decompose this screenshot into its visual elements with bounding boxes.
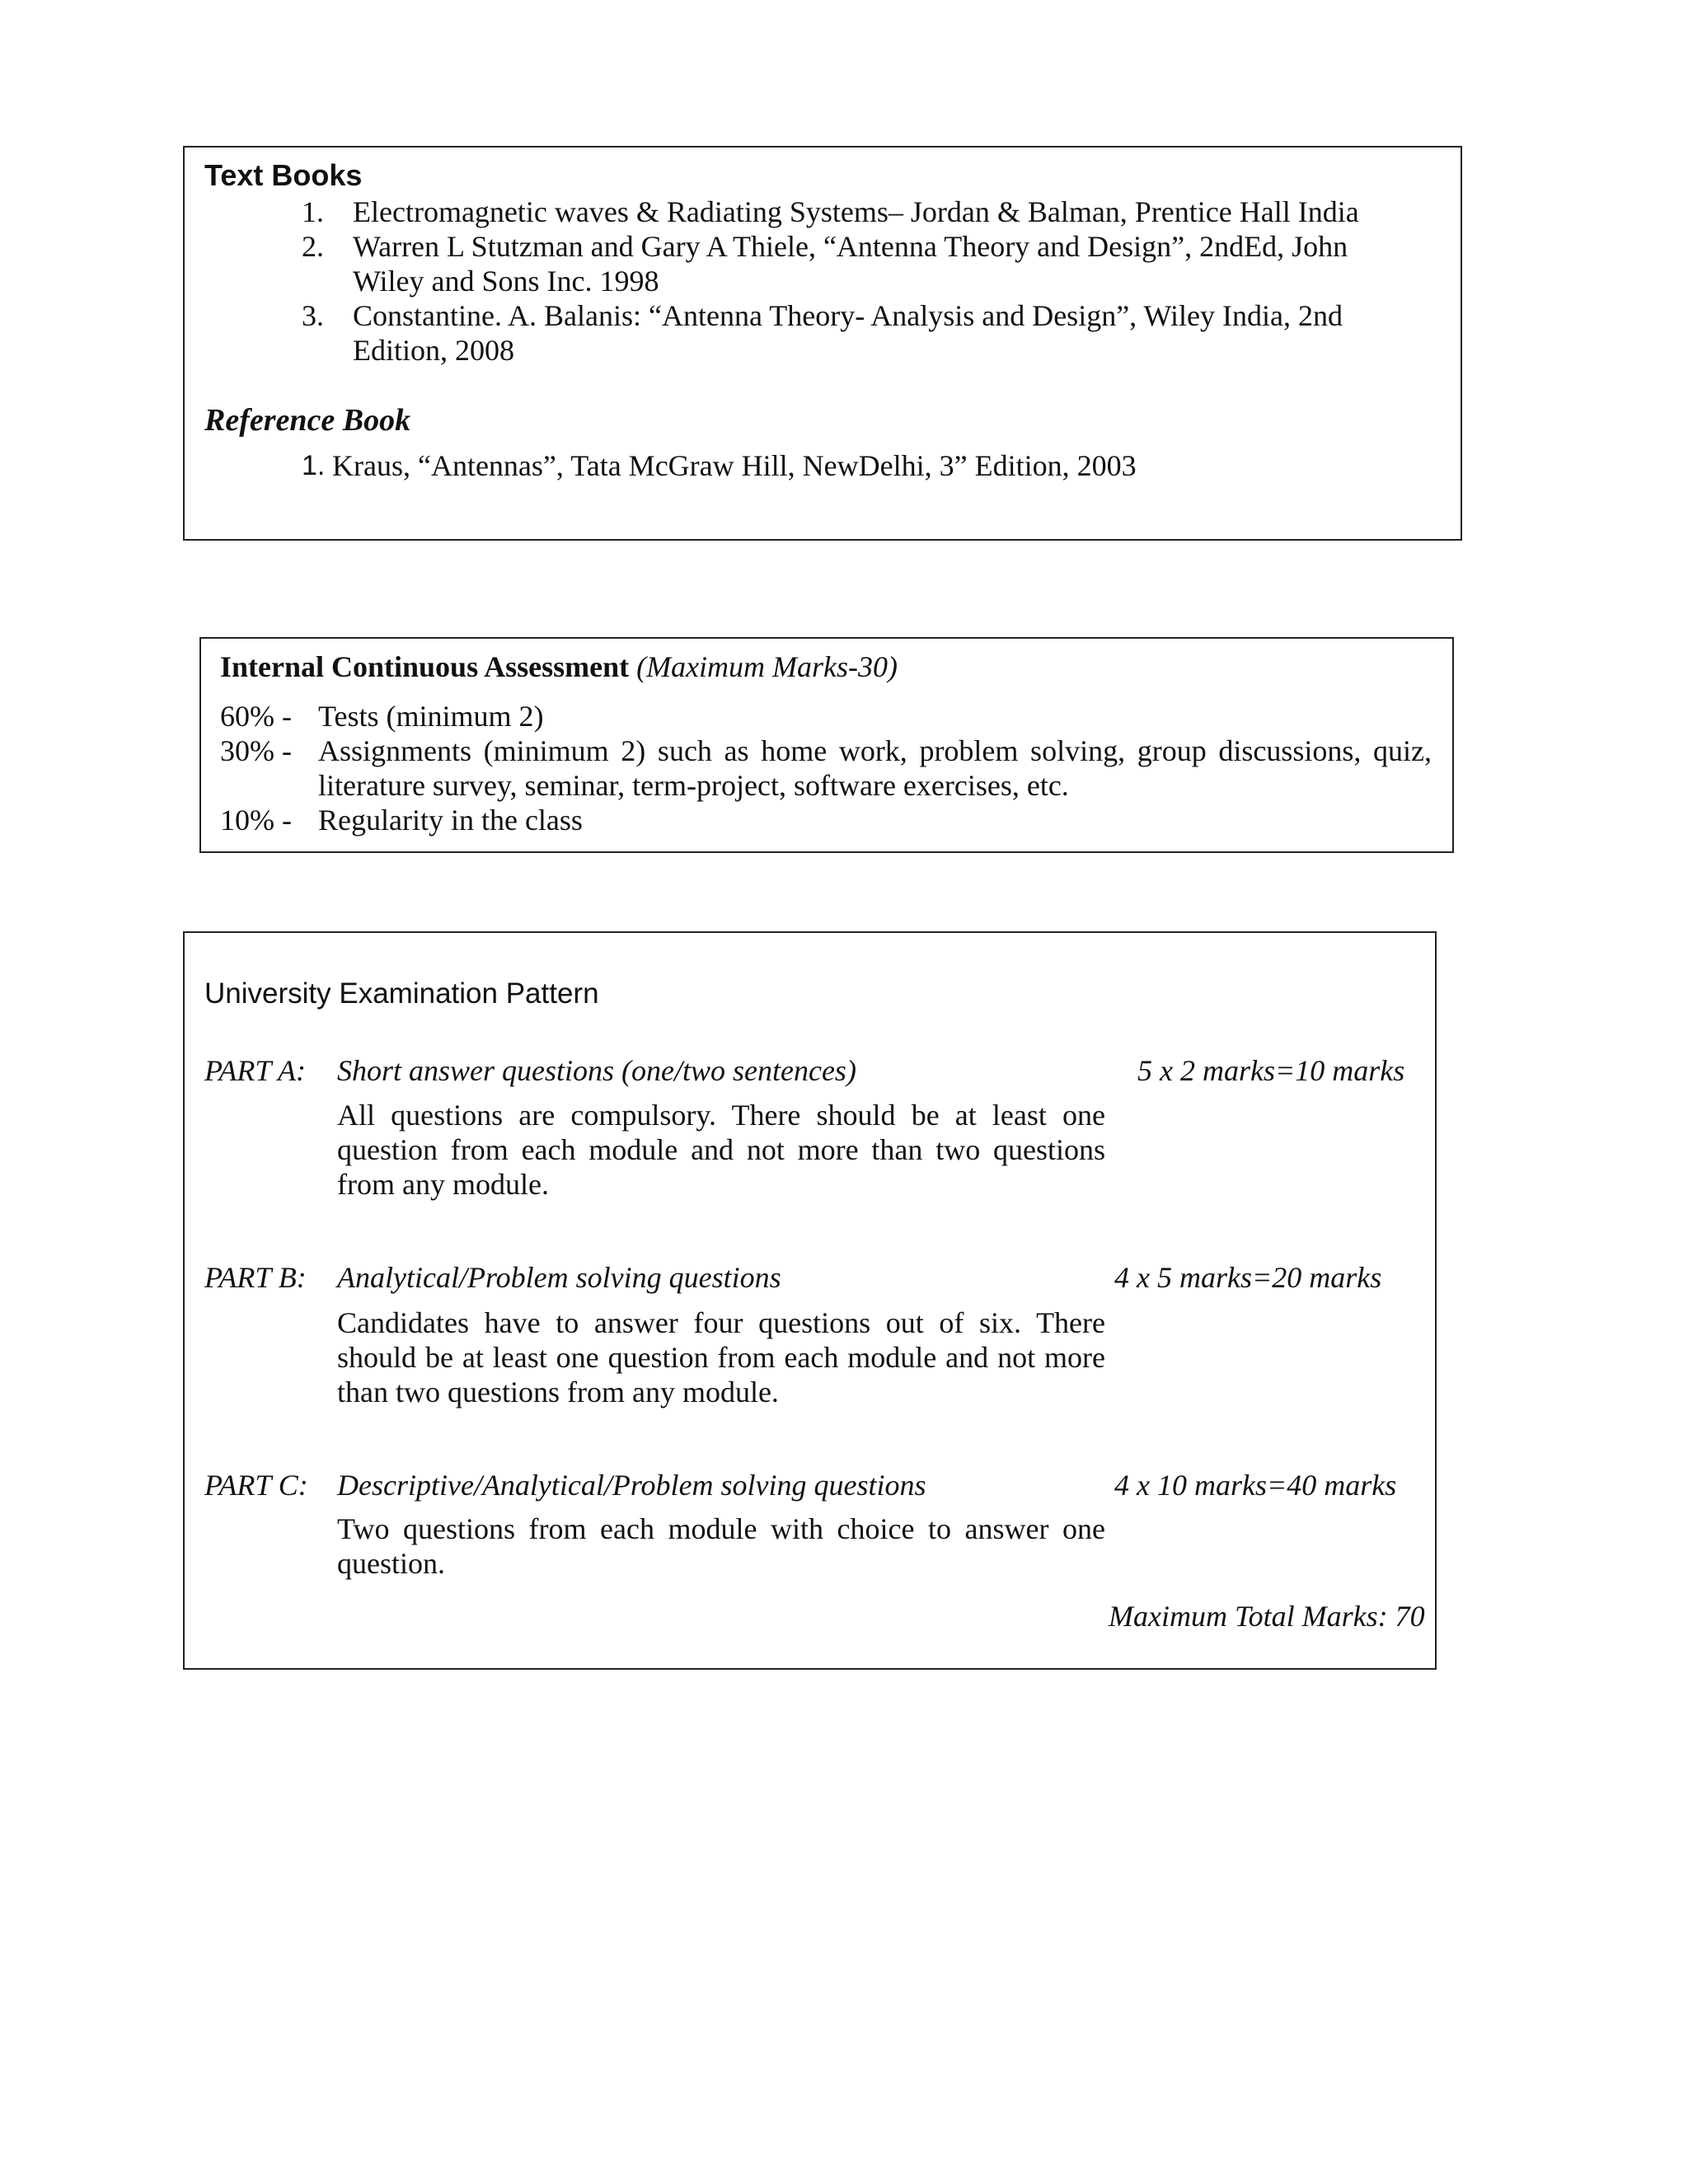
textbook-line: Electromagnetic waves & Radiating Systems– Jordan & Balman, Prentice Hall India <box>353 195 1359 228</box>
assessment-title-line <box>220 649 898 684</box>
assessment-percent: 30% - <box>220 734 292 767</box>
textbook-line: Warren L Stutzman and Gary A Thiele, “Antenna Theory and Design”, 2ndEd, John <box>353 230 1348 263</box>
part-b-desc: should be at least one question from each module and not more <box>337 1341 1105 1374</box>
part-c-desc: question. <box>337 1547 445 1580</box>
textbooks-heading: Text Books <box>204 158 363 192</box>
assessment-subtitle: (Maximum Marks-30) <box>636 650 898 683</box>
part-a-desc: from any module. <box>337 1168 549 1201</box>
part-b-desc: than two questions from any module. <box>337 1376 779 1408</box>
textbook-line: Wiley and Sons Inc. 1998 <box>353 265 659 298</box>
textbook-number: 1. <box>302 195 324 228</box>
total-marks: Maximum Total Marks: 70 <box>1109 1600 1425 1633</box>
assessment-line: Tests (minimum 2) <box>318 700 544 733</box>
part-b-desc: Candidates have to answer four questions out of six. There <box>337 1306 1105 1339</box>
assessment-percent: 10% - <box>220 804 292 837</box>
part-c-label: PART C: <box>204 1469 308 1502</box>
assessment-title: Internal Continuous Assessment <box>220 650 630 683</box>
part-c-marks: 4 x 10 marks=40 marks <box>1114 1469 1397 1502</box>
textbook-line: Constantine. A. Balanis: “Antenna Theory- Analysis and Design”, Wiley India, 2nd <box>353 299 1343 332</box>
assessment-line: Assignments (minimum 2) such as home work, problem solving, group discussions, quiz, <box>318 734 1432 767</box>
assessment-percent: 60% - <box>220 700 292 733</box>
part-a-title: Short answer questions (one/two sentences) <box>337 1054 856 1087</box>
reference-number: 1. <box>302 450 326 481</box>
part-a-desc: question from each module and not more than two questions <box>337 1133 1105 1166</box>
part-a-marks: 5 x 2 marks=10 marks <box>1137 1054 1405 1087</box>
part-b-marks: 4 x 5 marks=20 marks <box>1114 1261 1382 1294</box>
part-a-label: PART A: <box>204 1054 307 1087</box>
reference-text: Kraus, “Antennas”, Tata McGraw Hill, NewDelhi, 3” Edition, 2003 <box>332 449 1137 482</box>
part-b-label: PART B: <box>204 1261 307 1294</box>
part-c-desc: Two questions from each module with choice to answer one <box>337 1512 1105 1545</box>
textbook-number: 2. <box>302 230 324 263</box>
textbook-line: Edition, 2008 <box>353 334 514 367</box>
total-marks-clip <box>1104 1599 1431 1637</box>
textbook-number: 3. <box>302 299 324 332</box>
reference-heading: Reference Book <box>204 403 411 438</box>
part-c-title: Descriptive/Analytical/Problem solving questions <box>337 1469 926 1502</box>
exam-heading: University Examination Pattern <box>204 977 599 1010</box>
part-a-desc: All questions are compulsory. There should be at least one <box>337 1099 1105 1132</box>
part-b-title: Analytical/Problem solving questions <box>337 1261 781 1294</box>
assessment-line: Regularity in the class <box>318 804 583 837</box>
assessment-line: literature survey, seminar, term-project, software exercises, etc. <box>318 769 1069 802</box>
